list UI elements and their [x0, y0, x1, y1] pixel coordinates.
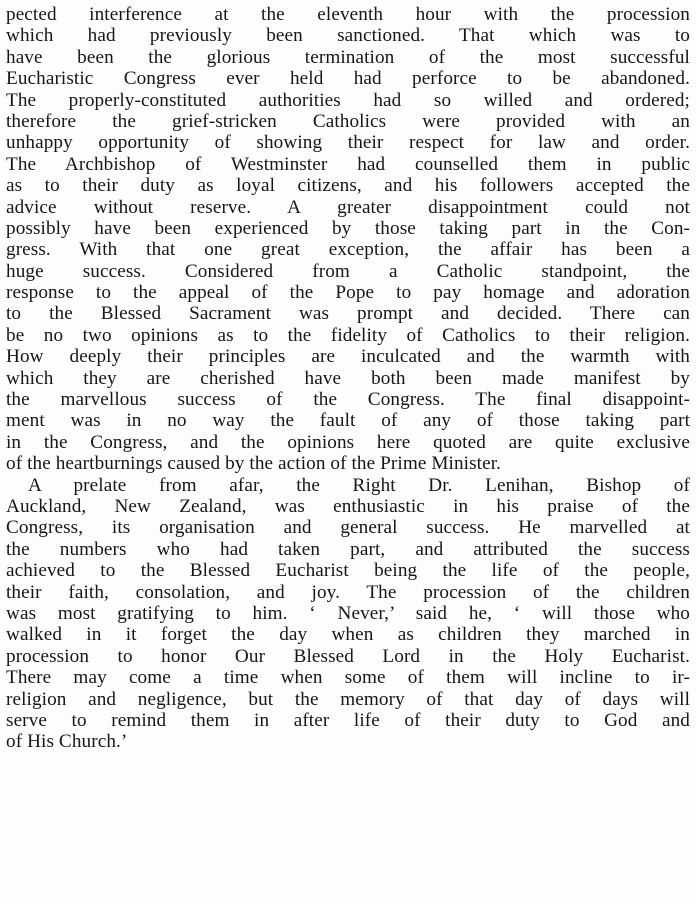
text-line: achieved to the Blessed Eucharist being the life of the people, [6, 560, 690, 582]
text-line: the numbers who had taken part, and attributed the success [6, 538, 690, 560]
text-line: serve to remind them in after life of their duty to God and [6, 709, 690, 731]
text-line: There may come a time when some of them will incline to ir- [6, 667, 690, 689]
text-line: walked in it forget the day when as children they marched in [6, 624, 690, 646]
body-text [6, 4, 690, 753]
text-line: therefore the grief-stricken Catholics were provided with an [6, 110, 690, 132]
text-line: of His Church.’ [6, 731, 128, 753]
text-line: Congress, its organisation and general success. He marvelled at [6, 517, 690, 539]
text-line: huge success. Considered from a Catholic standpoint, the [6, 260, 690, 282]
text-line: of the heartburnings caused by the action of the Prime Minister. [6, 453, 502, 475]
text-line: the marvellous success of the Congress. The final disappoint- [6, 389, 690, 411]
text-line: was most gratifying to him. ‘ Never,’ said he, ‘ will those who [6, 602, 690, 624]
text-line: Eucharistic Congress ever held had perforce to be abandoned. [6, 68, 690, 90]
text-line: Auckland, New Zealand, was enthusiastic in his praise of the [6, 495, 690, 517]
text-line: as to their duty as loyal citizens, and his followers accepted the [6, 175, 690, 197]
text-line: The properly-constituted authorities had so willed and ordered; [6, 89, 690, 111]
text-line: gress. With that one great exception, the affair has been a [6, 239, 690, 261]
text-line: in the Congress, and the opinions here quoted are quite exclusive [6, 431, 690, 453]
text-line: possibly have been experienced by those taking part in the Con- [6, 217, 690, 239]
text-line: religion and negligence, but the memory of that day of days will [6, 688, 690, 710]
text-line: procession to honor Our Blessed Lord in the Holy Eucharist. [6, 645, 690, 667]
text-line: be no two opinions as to the fidelity of Catholics to their religion. [6, 324, 690, 346]
text-line: The Archbishop of Westminster had counselled them in public [6, 153, 690, 175]
text-line: advice without reserve. A greater disappointment could not [6, 196, 690, 218]
text-line: How deeply their principles are inculcated and the warmth with [6, 346, 690, 368]
text-line: their faith, consolation, and joy. The procession of the children [6, 581, 690, 603]
text-line: response to the appeal of the Pope to pay homage and adoration [6, 282, 690, 304]
text-line: which had previously been sanctioned. That which was to [6, 25, 690, 47]
paragraph-1 [6, 4, 690, 475]
text-line: A prelate from afar, the Right Dr. Lenihan, Bishop of [28, 474, 690, 496]
text-line: pected interference at the eleventh hour with the procession [6, 4, 690, 25]
text-line: which they are cherished have both been made manifest by [6, 367, 690, 389]
paragraph-2 [6, 475, 690, 753]
text-line: have been the glorious termination of the most successful [6, 46, 690, 68]
text-line: to the Blessed Sacrament was prompt and decided. There can [6, 303, 690, 325]
text-line: unhappy opportunity of showing their respect for law and order. [6, 132, 690, 154]
text-line: ment was in no way the fault of any of those taking part [6, 410, 690, 432]
